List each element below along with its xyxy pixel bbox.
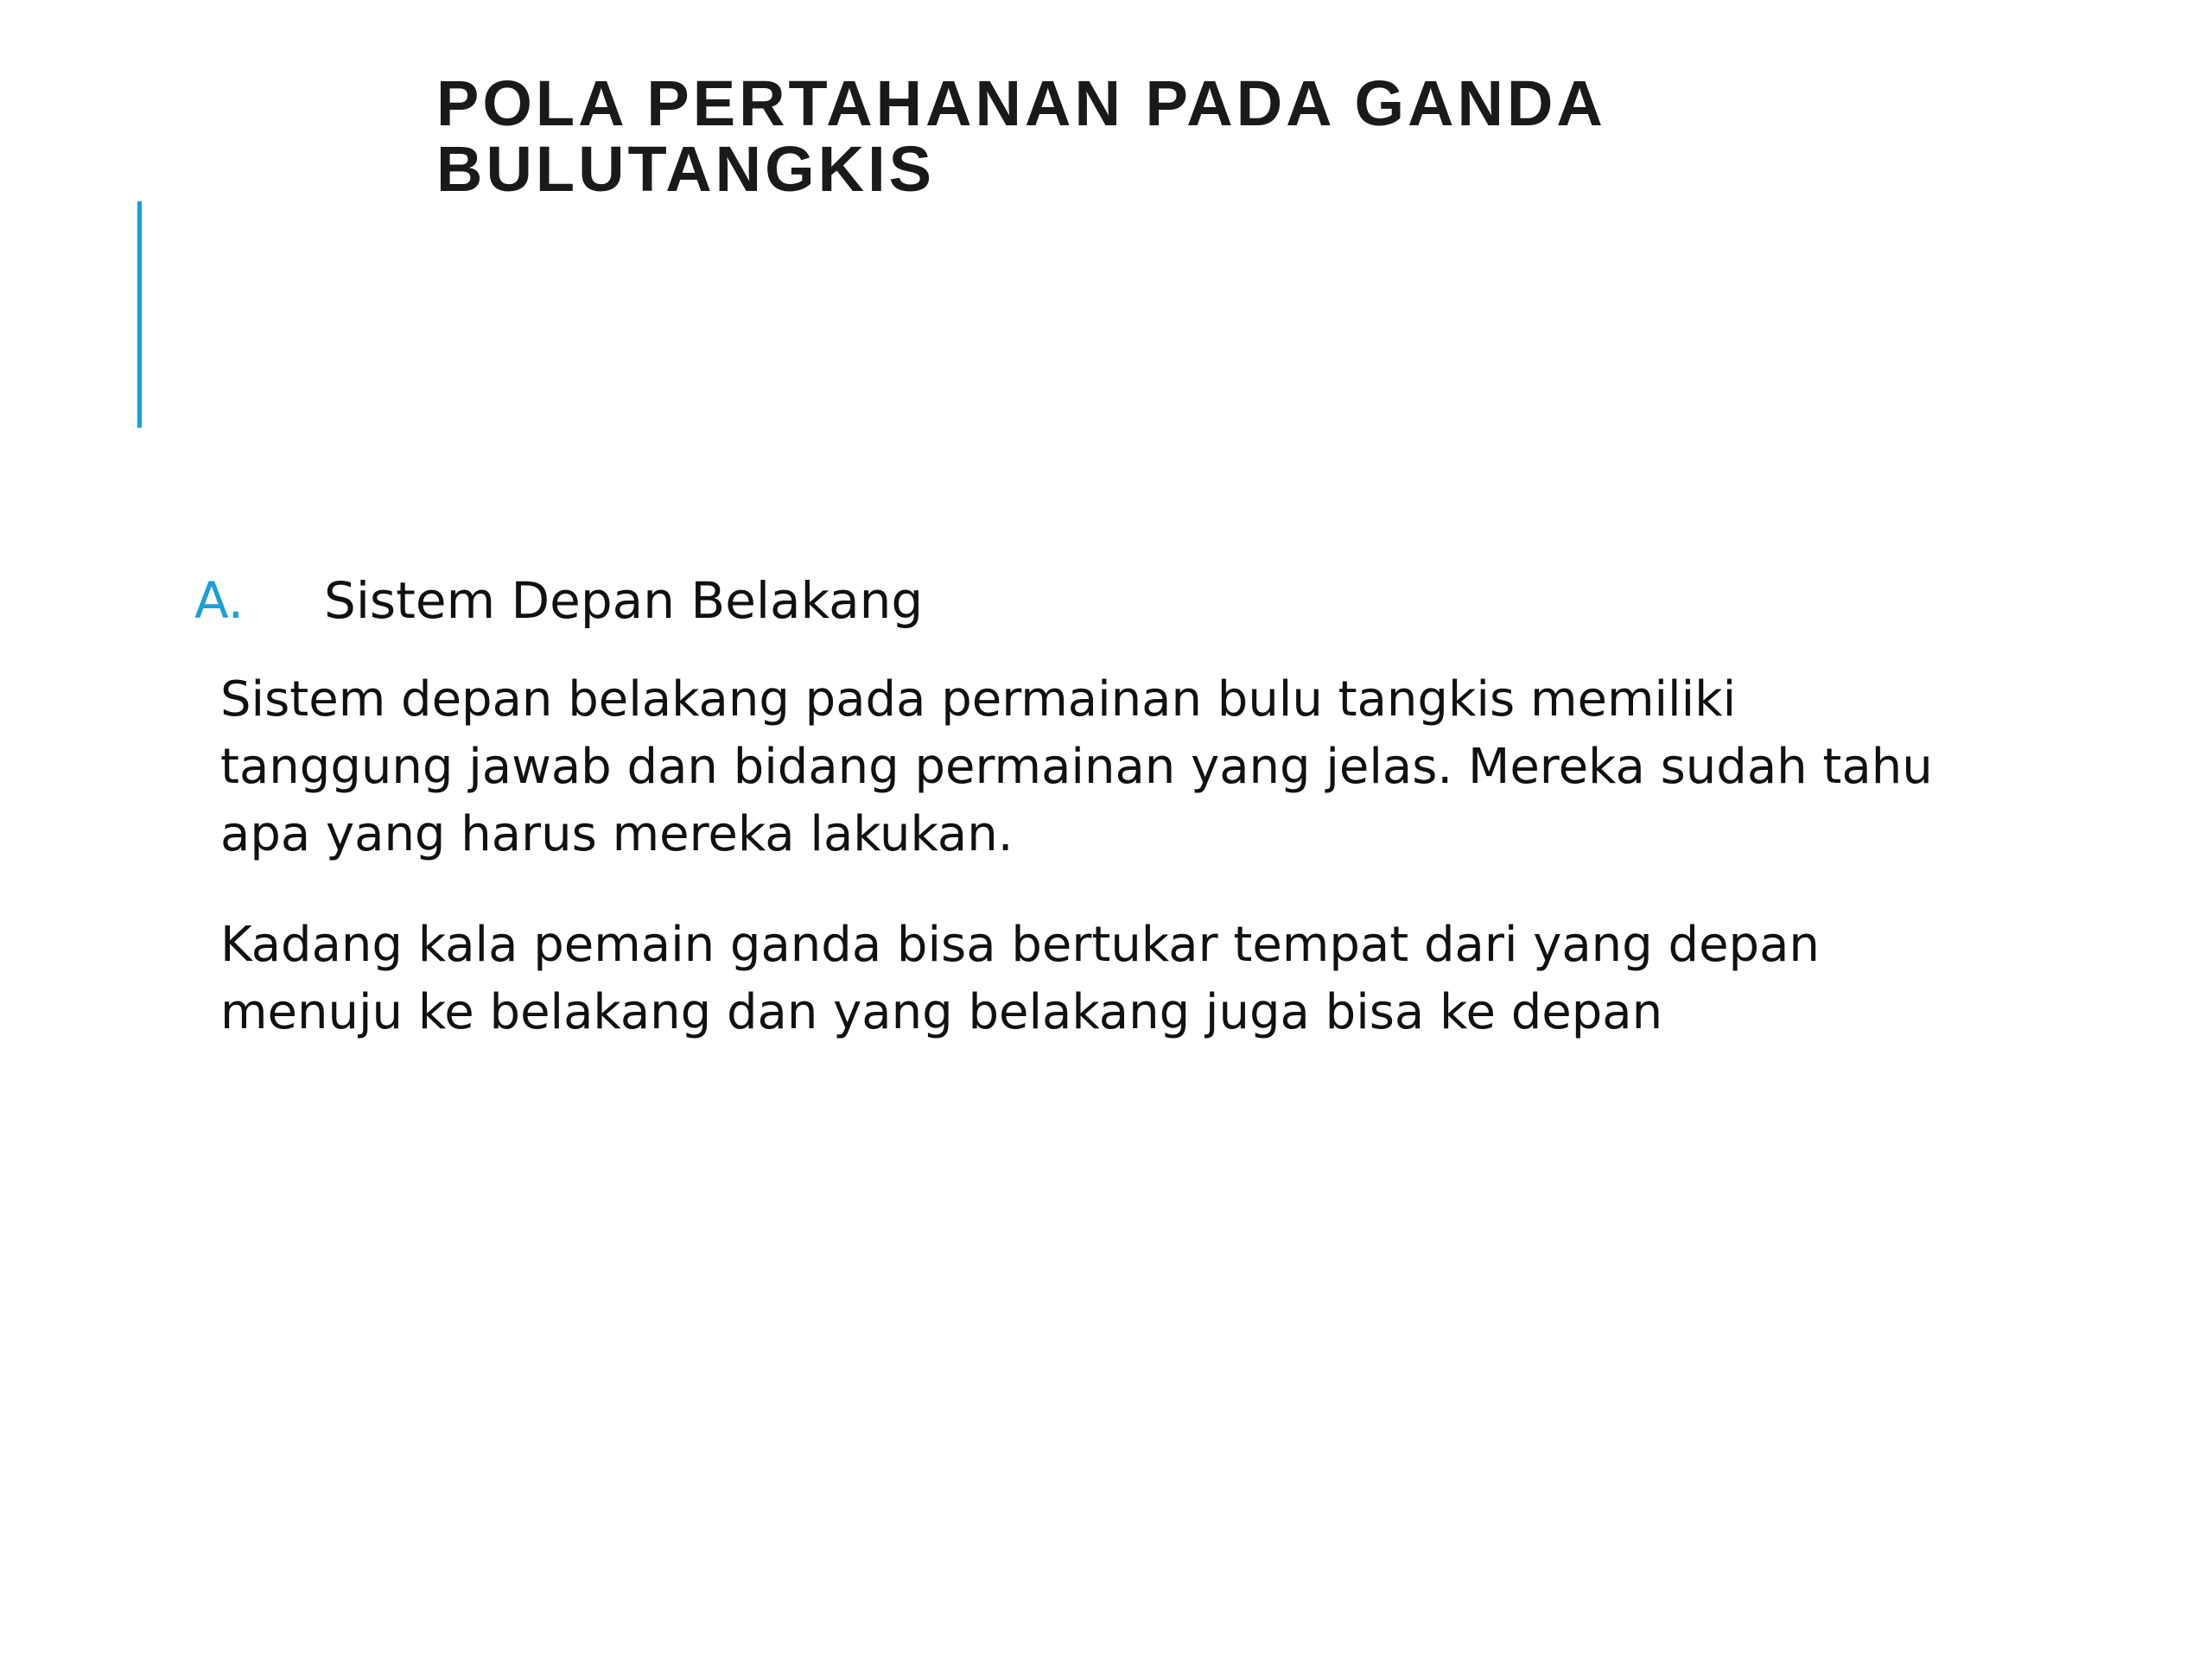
paragraph-2: Kadang kala pemain ganda bisa bertukar tempat dari yang depan menuju ke belakang dan yang belakang juga bisa ke depan bbox=[220, 917, 1820, 1040]
list-marker: A. bbox=[194, 571, 245, 630]
accent-line bbox=[137, 201, 142, 428]
slide-content bbox=[194, 566, 1974, 1046]
slide-title: POLA PERTAHANAN PADA GANDA BULUTANGKIS bbox=[436, 67, 1605, 205]
list-item-a bbox=[194, 566, 1974, 635]
paragraph-1: Sistem depan belakang pada permainan bulu tangkis memiliki tanggung jawab dan bidang permainan yang jelas. Mereka sudah tahu apa yang harus mereka lakukan. bbox=[220, 671, 1933, 862]
list-heading: Sistem Depan Belakang bbox=[324, 571, 924, 630]
